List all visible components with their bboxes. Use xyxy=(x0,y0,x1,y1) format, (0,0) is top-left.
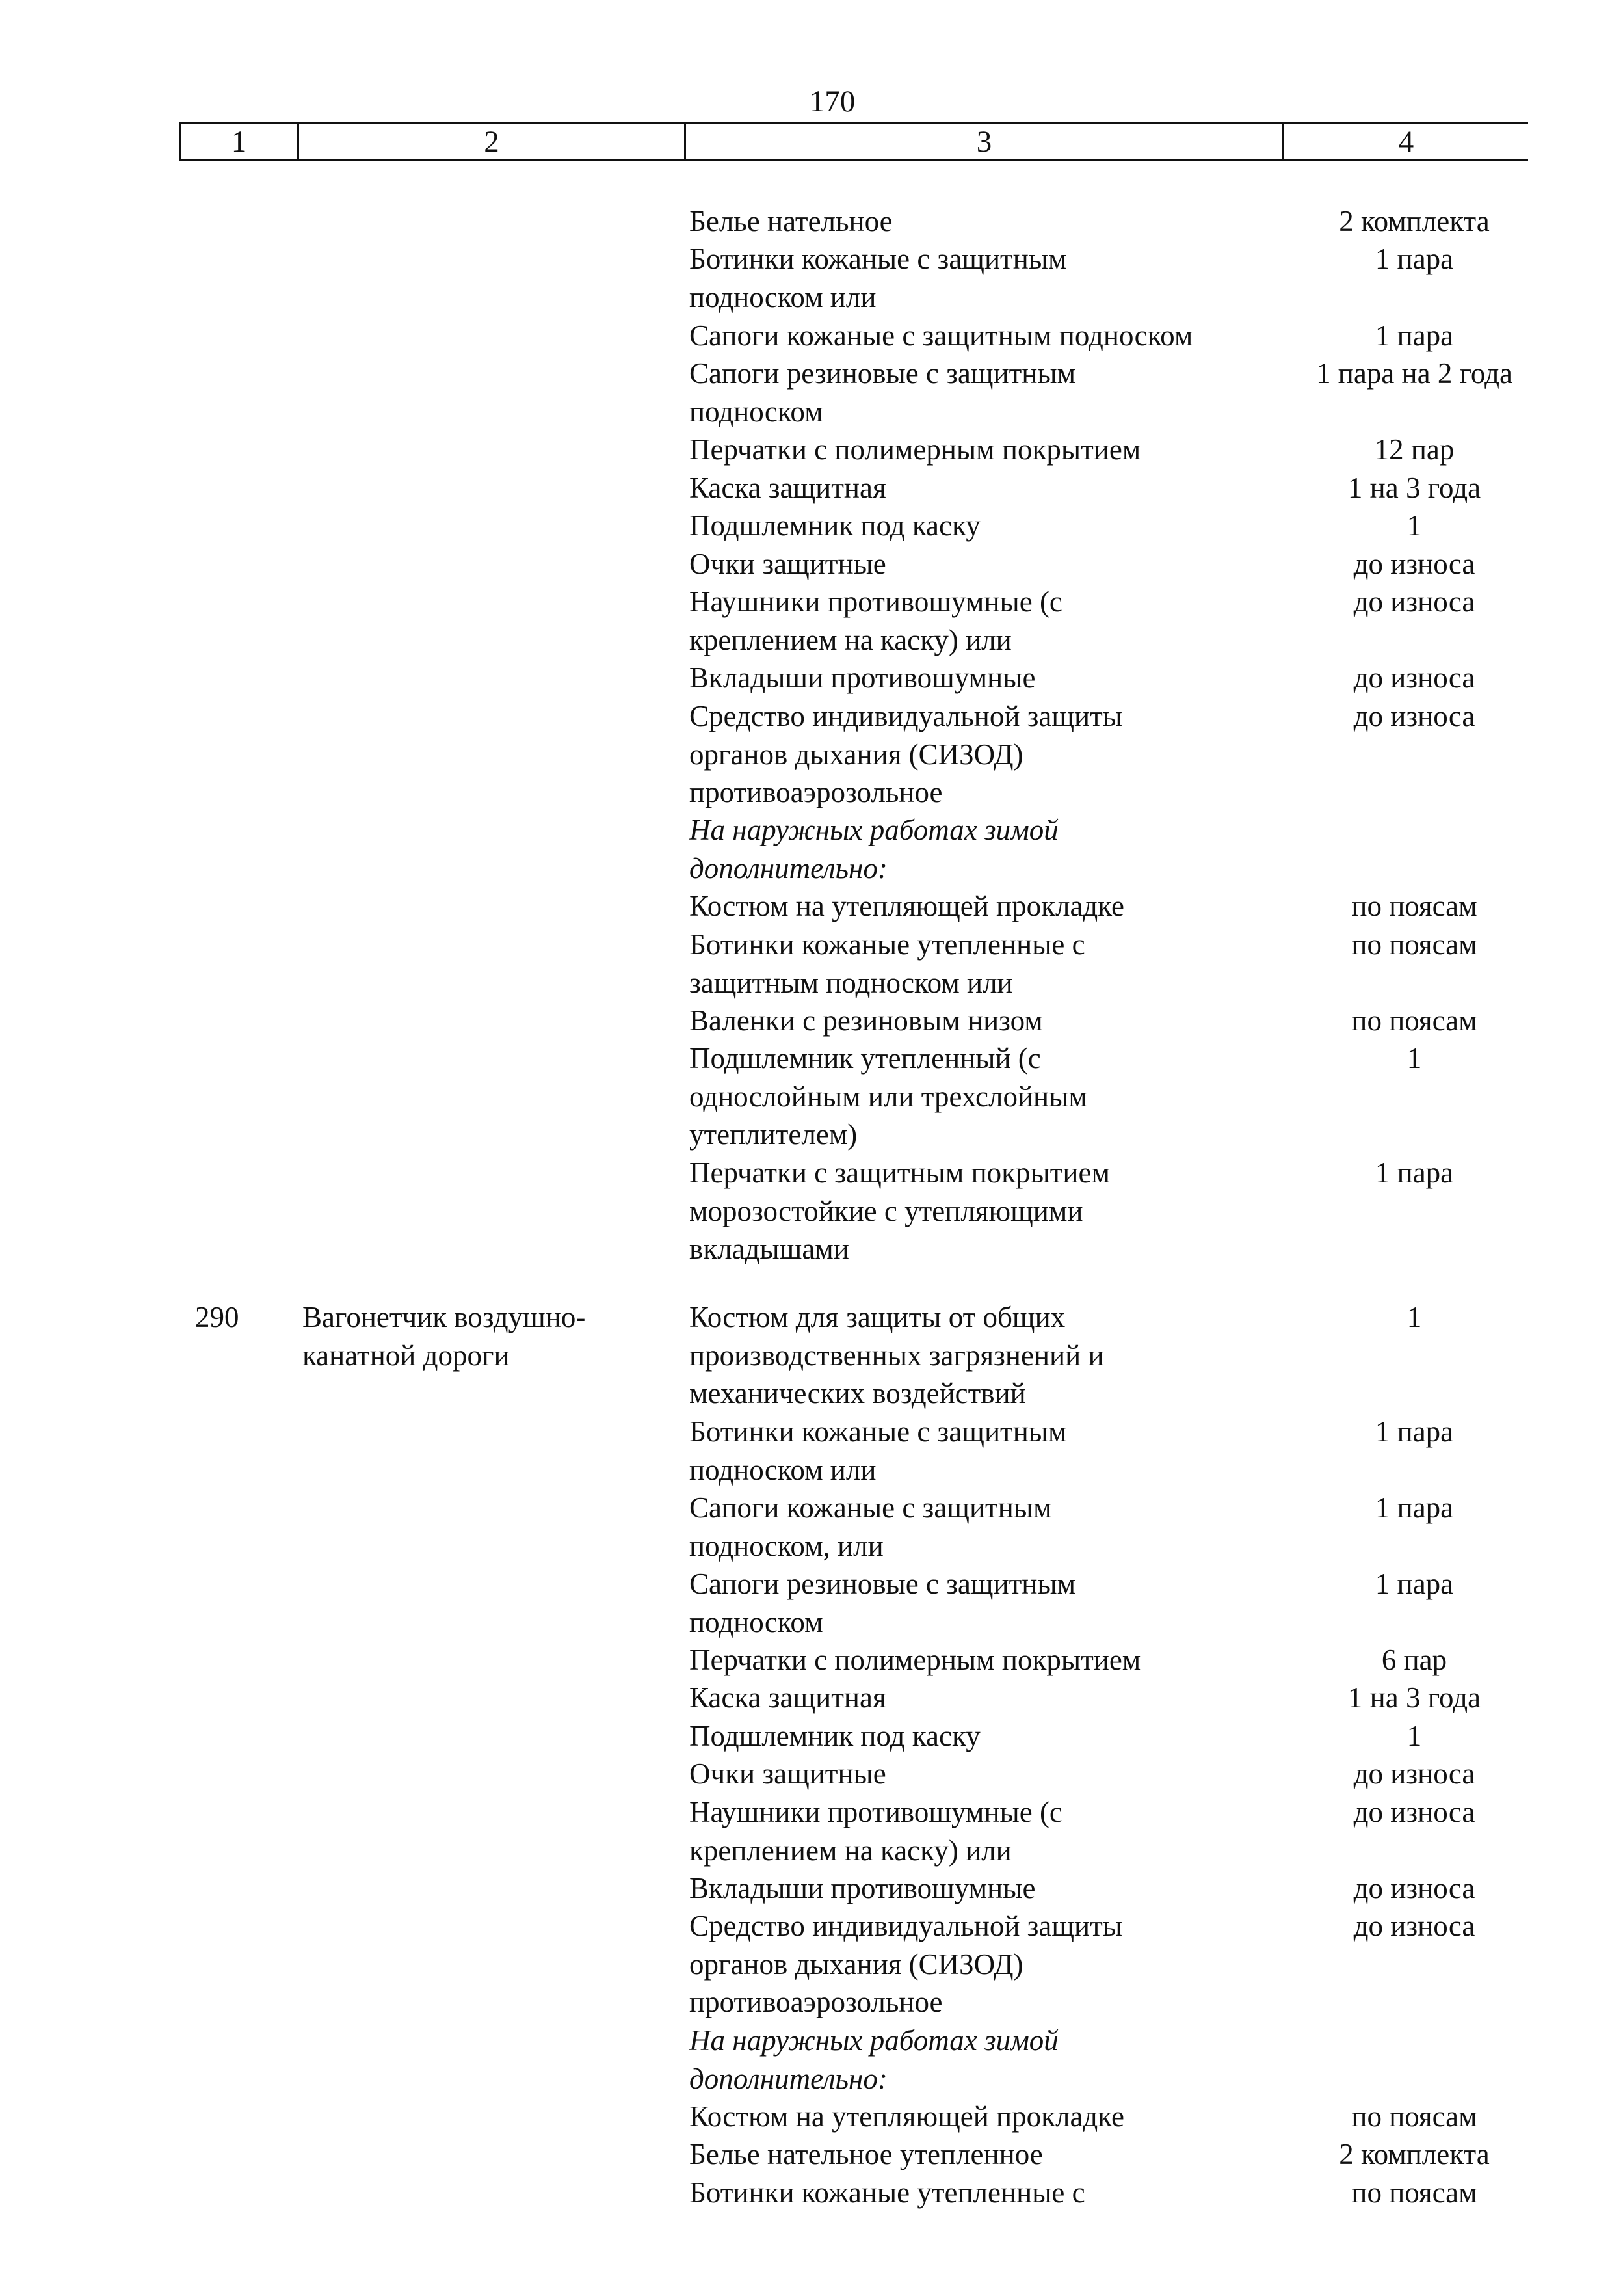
list-item: Ботинки кожаные утепленные с защитным подноском или xyxy=(689,928,1085,999)
norm-value: 2 комплекта xyxy=(1339,205,1490,237)
list-item: Ботинки кожаные с защитным подноском или xyxy=(689,1415,1067,1486)
header-col-3: 3 xyxy=(686,124,1284,159)
list-item: Очки защитные xyxy=(689,548,886,580)
norm-value: 1 пара xyxy=(1375,1491,1454,1524)
list-item: Белье нательное xyxy=(689,205,893,237)
section-note: На наружных работах зимой дополнительно: xyxy=(689,814,1059,885)
row-number: 290 xyxy=(195,1301,239,1333)
list-item: Ботинки кожаные с защитным подноском или xyxy=(689,243,1067,314)
profession-name: Вагонетчик воздушно- канатной дороги xyxy=(302,1301,586,1372)
header-col-1: 1 xyxy=(181,124,299,159)
norm-value: 2 комплекта xyxy=(1339,2138,1490,2170)
norm-value: 1 пара xyxy=(1375,243,1454,275)
list-item: Ботинки кожаные утепленные с xyxy=(689,2176,1085,2209)
norm-value: по поясам xyxy=(1351,2176,1477,2209)
list-item: Подшлемник под каску xyxy=(689,1720,981,1752)
section-note: На наружных работах зимой дополнительно: xyxy=(689,2024,1059,2095)
list-item: Перчатки с полимерным покрытием xyxy=(689,433,1141,466)
list-item: Вкладыши противошумные xyxy=(689,1872,1036,1904)
norm-value: до износа xyxy=(1353,548,1475,580)
list-item: Сапоги кожаные с защитным подноском, или xyxy=(689,1491,1052,1562)
norm-value: 1 пара на 2 года xyxy=(1316,357,1512,390)
list-item: Средство индивидуальной защиты органов дыхания (СИЗОД) противоаэрозольное xyxy=(689,700,1123,808)
norm-value: по поясам xyxy=(1351,1004,1477,1037)
list-item: Валенки с резиновым низом xyxy=(689,1004,1043,1037)
list-item: Вкладыши противошумные xyxy=(689,661,1036,694)
norm-value: до износа xyxy=(1353,661,1475,694)
list-item: Наушники противошумные (с креплением на каску) или xyxy=(689,1796,1062,1867)
list-item: Перчатки с полимерным покрытием xyxy=(689,1644,1141,1676)
list-item: Сапоги резиновые с защитным подноском xyxy=(689,357,1076,428)
list-item: Наушники противошумные (с креплением на каску) или xyxy=(689,585,1062,656)
norm-value: до износа xyxy=(1353,700,1475,732)
list-item: Белье нательное утепленное xyxy=(689,2138,1043,2170)
norm-value: до износа xyxy=(1353,585,1475,618)
list-item: Костюм на утепляющей прокладке xyxy=(689,2100,1125,2133)
header-col-2: 2 xyxy=(299,124,686,159)
list-item: Подшлемник под каску xyxy=(689,509,981,542)
list-item: Костюм на утепляющей прокладке xyxy=(689,890,1125,922)
norm-value: 1 xyxy=(1406,1042,1422,1075)
norm-value: 1 пара xyxy=(1375,1568,1454,1600)
list-item: Сапоги кожаные с защитным подноском xyxy=(689,319,1193,352)
header-col-4: 4 xyxy=(1398,125,1414,159)
norm-value: 1 на 3 года xyxy=(1347,472,1481,504)
list-item: Перчатки с защитным покрытием морозостойкие с утепляющими вкладышами xyxy=(689,1156,1110,1265)
norm-value: 1 xyxy=(1406,1301,1422,1333)
list-item: Каска защитная xyxy=(689,1681,886,1714)
norm-value: по поясам xyxy=(1351,928,1477,961)
norm-value: до износа xyxy=(1353,1910,1475,1942)
norm-value: 1 xyxy=(1406,509,1422,542)
page-number: 170 xyxy=(809,85,856,118)
list-item: Очки защитные xyxy=(689,1757,886,1790)
norm-value: по поясам xyxy=(1351,890,1477,922)
norm-value: до износа xyxy=(1353,1757,1475,1790)
norm-value: 1 на 3 года xyxy=(1347,1681,1481,1714)
norm-value: 1 пара xyxy=(1375,1415,1454,1448)
list-item: Каска защитная xyxy=(689,472,886,504)
norm-value: 1 xyxy=(1406,1720,1422,1752)
norm-value: по поясам xyxy=(1351,2100,1477,2133)
norm-value: до износа xyxy=(1353,1796,1475,1828)
list-item: Подшлемник утепленный (с однослойным или трехслойным утеплителем) xyxy=(689,1042,1087,1151)
norm-value: 6 пар xyxy=(1381,1644,1447,1676)
list-item: Костюм для защиты от общих производственных загрязнений и механических воздействий xyxy=(689,1301,1104,1409)
table-header-row xyxy=(179,122,1528,161)
list-item: Сапоги резиновые с защитным подноском xyxy=(689,1568,1076,1638)
norm-value: до износа xyxy=(1353,1872,1475,1904)
norm-value: 12 пар xyxy=(1374,433,1455,466)
list-item: Средство индивидуальной защиты органов дыхания (СИЗОД) противоаэрозольное xyxy=(689,1910,1123,2018)
norm-value: 1 пара xyxy=(1375,1156,1454,1189)
norm-value: 1 пара xyxy=(1375,319,1454,352)
